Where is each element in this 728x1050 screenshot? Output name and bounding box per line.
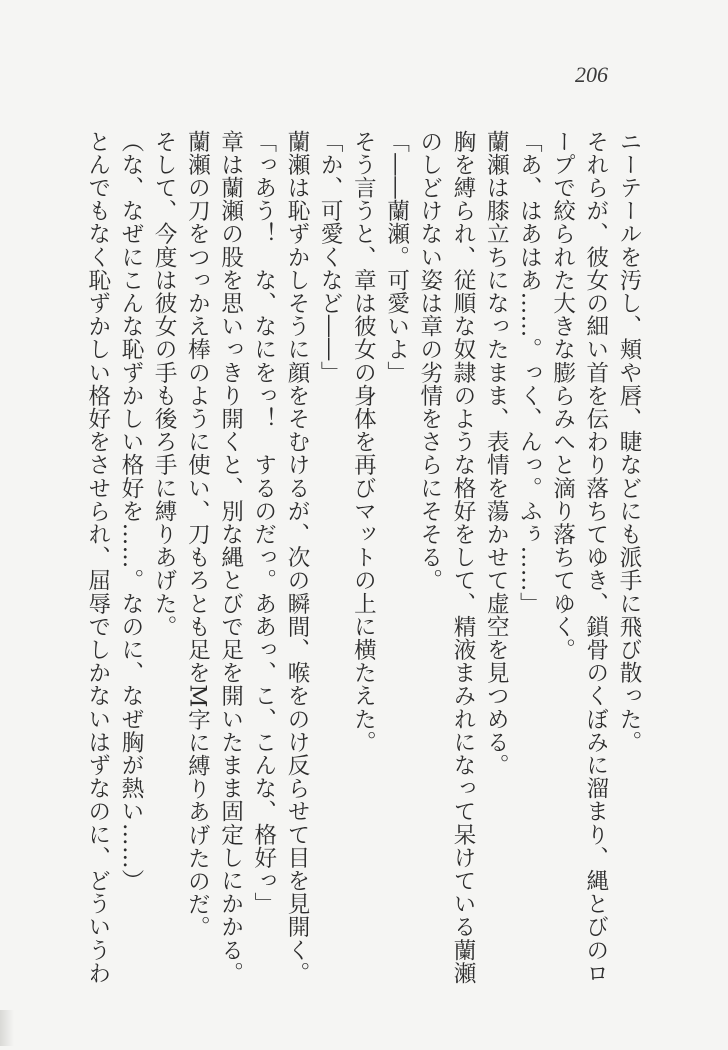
text-line: 蘭瀬は膝立ちになったまま、表情を蕩かせて虚空を見つめる。 [483, 130, 510, 777]
text-line: 蘭瀬は恥ずかしそうに顔をそむけるが、次の瞬間、喉をのけ反らせて目を見開く。 [283, 130, 310, 985]
page-edge-shadow [0, 1010, 14, 1046]
page-number: 206 [575, 62, 608, 87]
text-line: のしどけない姿は章の劣情をさらにそそる。 [416, 130, 443, 592]
text-line: 蘭瀬の刀をつっかえ棒のように使い、刀もろとも足をM字に縛りあげたのだ。 [184, 130, 211, 940]
vertical-text-body [81, 130, 645, 985]
text-line: 「っあう！ な、なにをっ！ するのだっ。ああっ、こ、こんな、格好っ」 [250, 130, 277, 916]
text-line: 胸を縛られ、従順な奴隷のような格好をして、精液まみれになって呆けている蘭瀬 [449, 130, 476, 985]
text-line: （な、なぜにこんな恥ずかしい格好を……。なのに、なぜ胸が熱い……） [117, 130, 144, 893]
text-line: そう言うと、章は彼女の身体を再びマットの上に横たえた。 [350, 130, 377, 754]
text-line: 「あ、はあはあ……。っく、んっ。ふぅ……」 [516, 130, 543, 616]
text-line: そして、今度は彼女の手も後ろ手に縛りあげた。 [151, 130, 178, 639]
text-line: 「か、可愛くなど――」 [317, 130, 344, 385]
text-line: 「――蘭瀬。可愛いよ」 [383, 130, 410, 385]
text-line: ニーテールを汚し、頬や唇、睫などにも派手に飛び散った。 [616, 130, 642, 754]
text-line: それらが、彼女の細い首を伝わり落ちてゆき、鎖骨のくぼみに溜まり、縄とびのロ [582, 130, 609, 985]
text-line: 章は蘭瀬の股を思いっきり開くと、別な縄とびで足を開いたまま固定しにかかる。 [217, 130, 244, 985]
text-line: とんでもなく恥ずかしい格好をさせられ、屈辱でしかないはずなのに、どういうわ [84, 130, 111, 985]
text-line: ープで絞られた大きな膨らみへと滴り落ちてゆく。 [549, 130, 576, 662]
